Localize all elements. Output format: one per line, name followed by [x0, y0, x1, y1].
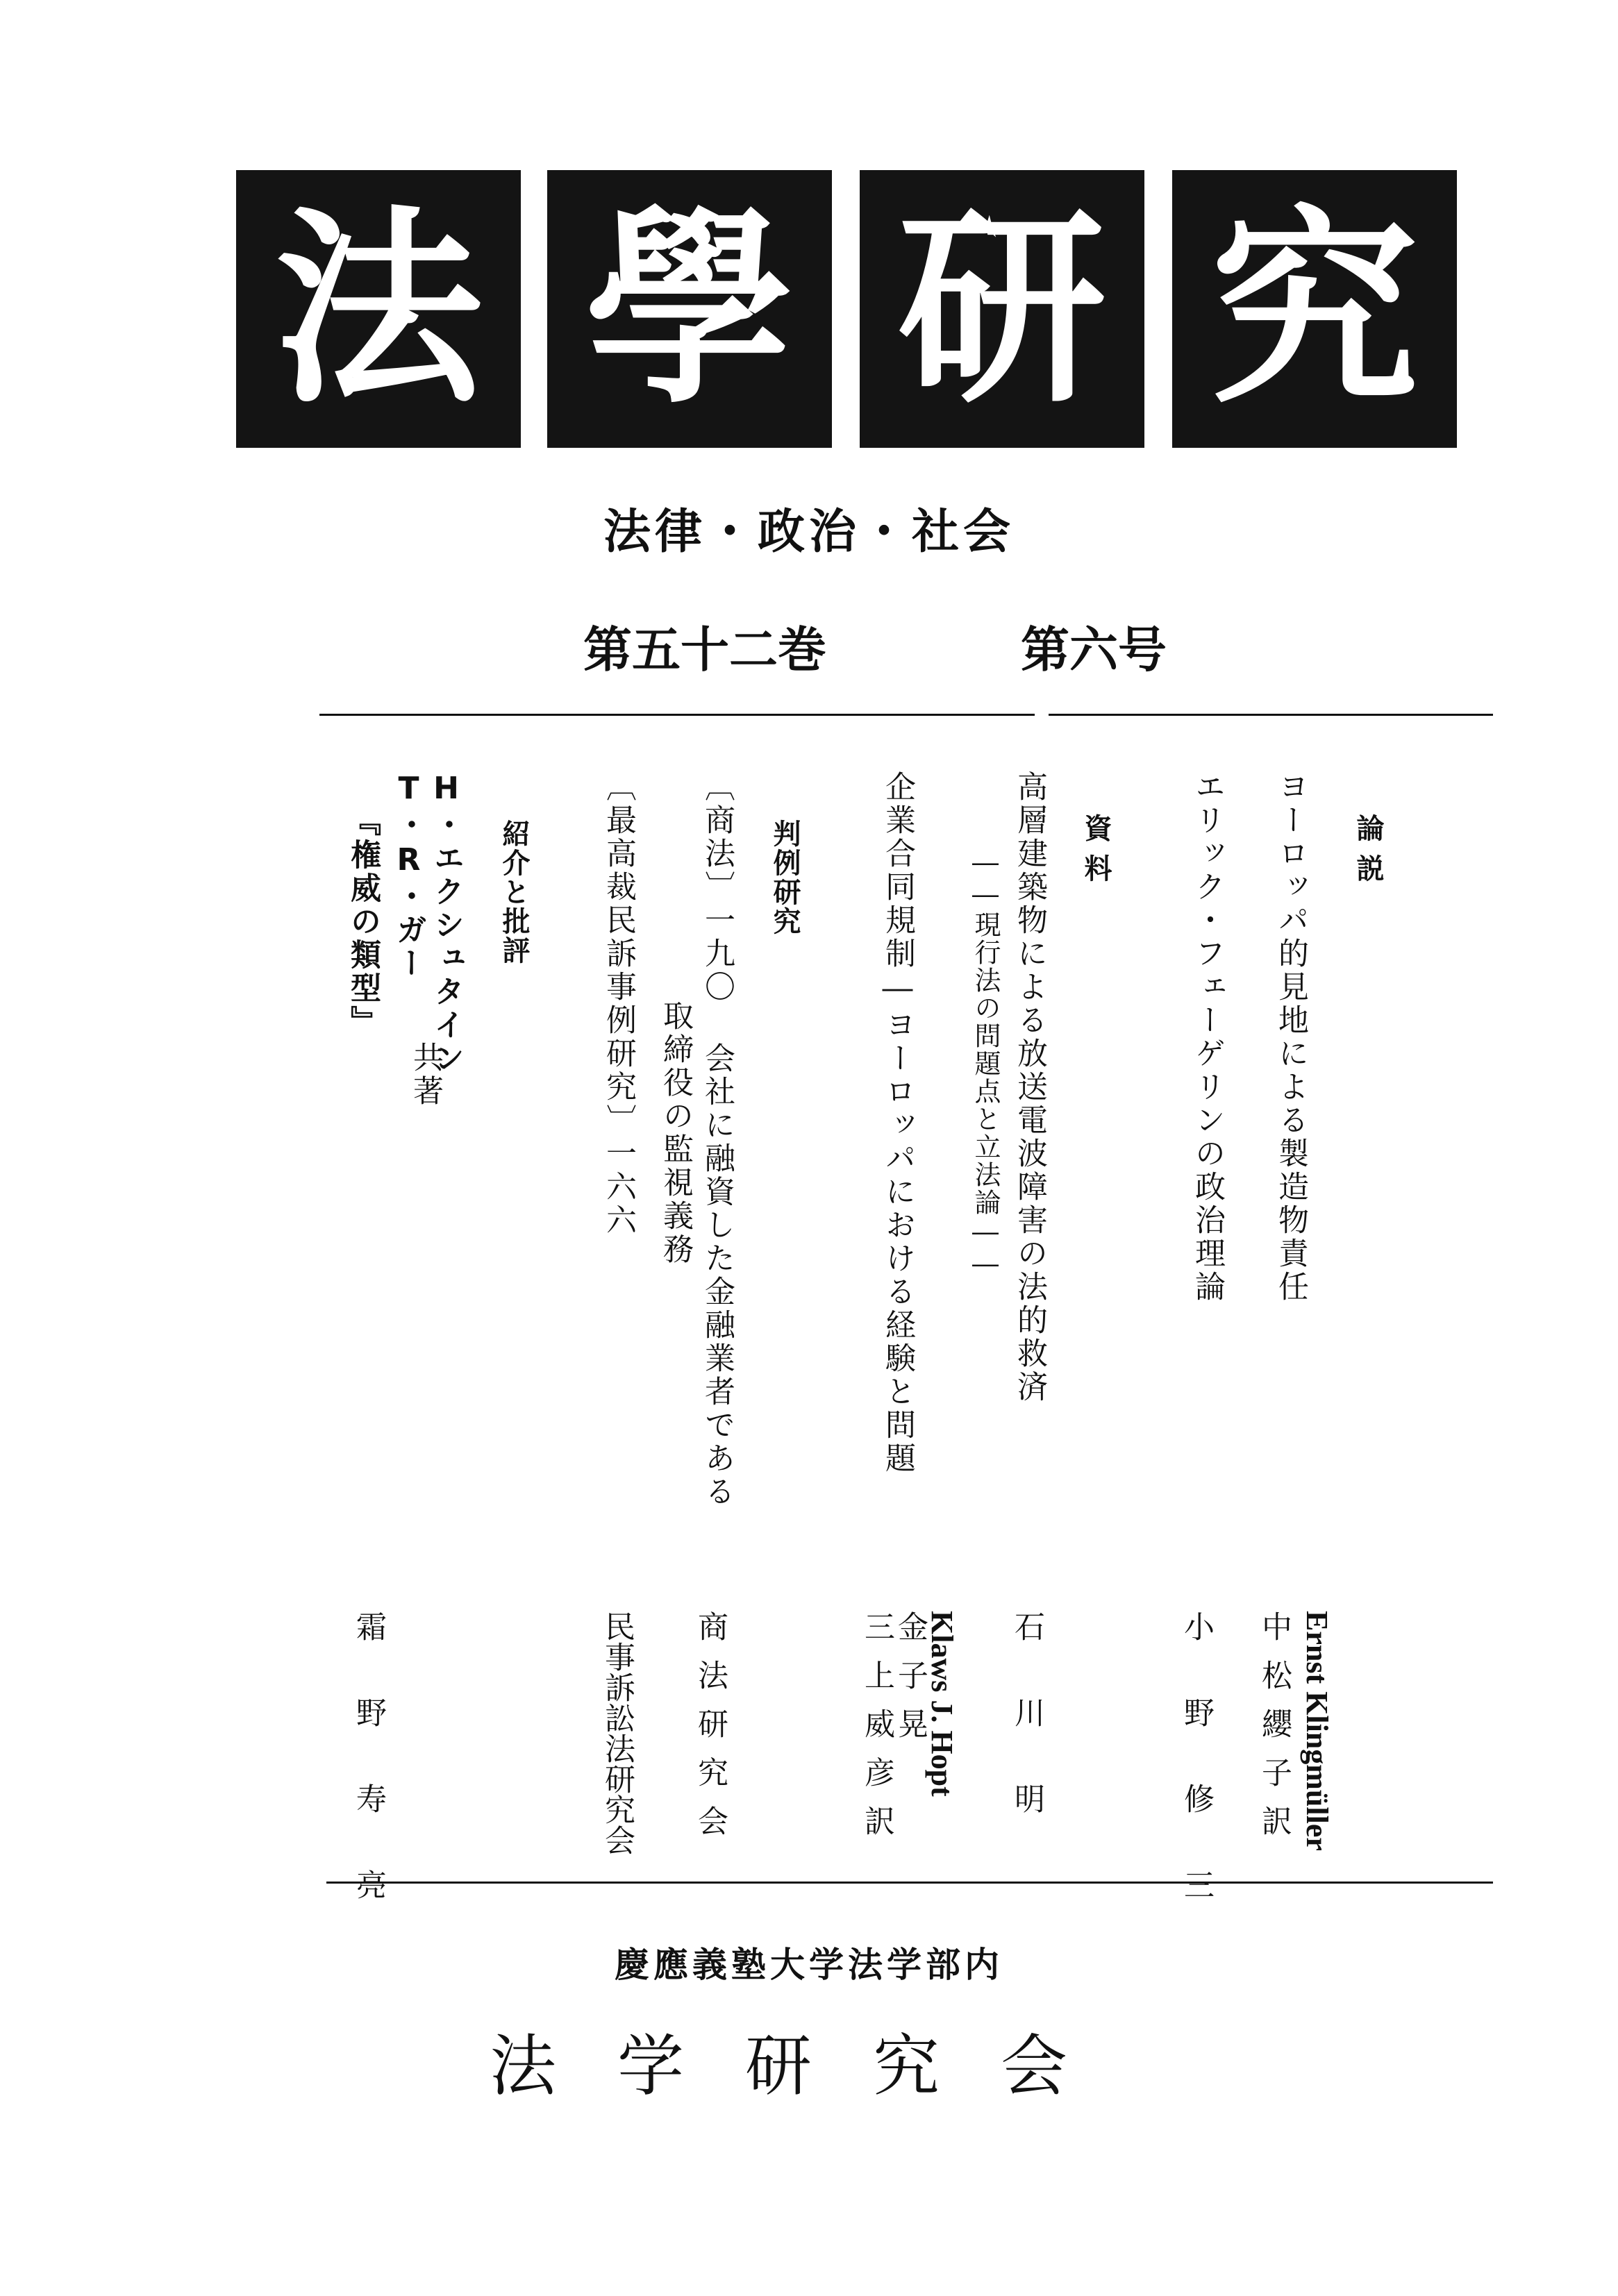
publisher-affiliation: 慶應義塾大学法学部内: [615, 1945, 1003, 1985]
journal-subtitle: 法律・政治・社会: [603, 505, 1015, 560]
article-author: Ernst Klingmüller: [1300, 1611, 1334, 1851]
article-author: 民事訴訟法研究会: [599, 1611, 635, 1855]
article-translator: 金子晃: [892, 1611, 928, 1757]
article-title-continued: 取締役の監視義務: [658, 1000, 693, 1266]
book-author-1: H・エクシュタイン: [428, 771, 464, 1075]
title-char-kyu: 究: [1172, 170, 1457, 448]
article-title: ヨーロッパ的見地による製造物責任: [1273, 771, 1308, 1304]
article-author: 商法研究会: [692, 1611, 728, 1854]
article-author: Klaws J. Hopt: [925, 1611, 959, 1797]
title-char-ho: 法: [236, 170, 521, 448]
article-title: 〔商法〕一九〇 会社に融資した金融業者である: [699, 771, 735, 1509]
section-heading-ronsetsu: 論説: [1352, 814, 1384, 894]
volume-number: 第五十二巻: [583, 621, 826, 678]
article-title: 〔最高裁民訴事例研究〕一六六: [601, 771, 636, 1237]
article-author: 小野修三: [1178, 1611, 1214, 1955]
section-heading-shokai: 紹介と批評: [498, 819, 530, 965]
article-translator: 三上威彦訳: [859, 1611, 894, 1854]
top-rule-right: [1049, 714, 1493, 716]
title-char-ken: 研: [860, 170, 1144, 448]
top-rule-left: [319, 714, 1035, 716]
article-author: 霜野寿亮: [351, 1611, 386, 1955]
book-author-2: T・R・ガー: [391, 771, 426, 980]
article-translator: 中松纓子訳: [1256, 1611, 1292, 1854]
article-subtitle: ――現行法の問題点と立法論――: [970, 847, 1001, 1280]
issue-number: 第六号: [1021, 621, 1167, 678]
section-heading-shiryo: 資料: [1080, 814, 1112, 894]
bottom-rule: [326, 1882, 1493, 1884]
article-author: 石川明: [1009, 1611, 1044, 1869]
article-title: エリック・フェーゲリンの政治理論: [1190, 771, 1225, 1304]
title-char-gaku: 學: [547, 170, 832, 448]
article-title: 高層建築物による放送電波障害の法的救済: [1012, 771, 1047, 1404]
book-title: 『権威の類型』: [345, 805, 381, 1039]
section-heading-hanrei: 判例研究: [769, 819, 801, 936]
publisher-name: 法学研究会: [490, 2027, 1128, 2105]
book-joint-authorship: 共著: [408, 1041, 443, 1108]
article-title: 企業合同規制―ヨーロッパにおける経験と問題: [880, 771, 915, 1475]
